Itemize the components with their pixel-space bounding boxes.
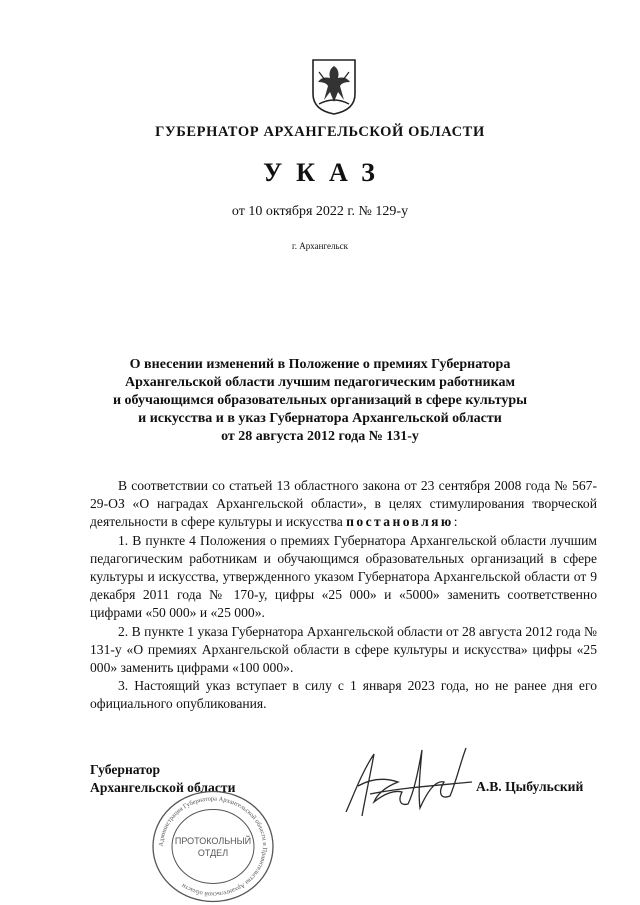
keyword-postanovlyayu: постановляю bbox=[346, 514, 454, 530]
decree-subject bbox=[90, 356, 550, 446]
preamble-end: : bbox=[453, 514, 458, 530]
signatory-name: А.В. Цыбульский bbox=[476, 779, 584, 794]
decree-body bbox=[90, 477, 597, 714]
preamble-paragraph bbox=[90, 477, 597, 532]
subject-line: О внесении изменений в Положение о премиях Губернатора bbox=[129, 357, 511, 372]
stamp-text-line: ПРОТОКОЛЬНЫЙ bbox=[174, 836, 252, 846]
coat-of-arms-icon bbox=[311, 58, 357, 116]
subject-line: Архангельской области лучшим педагогическим работникам bbox=[124, 375, 515, 390]
date-number: от 10 октября 2022 г. № 129-у bbox=[231, 204, 409, 219]
position-line: Губернатор bbox=[90, 762, 161, 777]
place: г. Архангельск bbox=[292, 241, 348, 251]
stamp-text-line: ОТДЕЛ bbox=[197, 848, 229, 858]
subject-line: и искусства и в указ Губернатора Архангельской области bbox=[138, 411, 502, 426]
handwritten-signature bbox=[340, 742, 480, 820]
decree-item: 2. В пункте 1 указа Губернатора Архангельской области от 28 августа 2012 года № 131-у «О премиях Архангельской области в сфере культуры и искусства» цифры «25 000» заменить цифрами «100 000». bbox=[90, 623, 597, 676]
official-stamp bbox=[150, 788, 276, 905]
decree-item: 3. Настоящий указ вступает в силу с 1 января 2023 года, но не ранее дня его официального опубликования. bbox=[90, 678, 597, 712]
svg-text:Администрация Губернатора Арха bbox=[158, 795, 268, 897]
preamble-text: В соответствии со статьей 13 областного закона от 23 сентября 2008 года № 567-29-ОЗ «О наградах Архангельской области», в целях стимулирования творческой деятельности в сфере культуры и искусства bbox=[90, 478, 597, 530]
decree-item: 1. В пункте 4 Положения о премиях Губернатора Архангельской области лучшим педагогическим работникам и обучающимся образовательных организаций в сфере культуры и искусства, утвержденного указом Губернатора Архангельской области от 9 декабря 2011 года № 170-у, цифры «25 000» и «5000» заменить соответственно цифрами «50 000» и «25 000». bbox=[90, 532, 597, 621]
stamp-ring-text: Администрация Губернатора Архангельской области и Правительства Архангельской области bbox=[157, 795, 269, 898]
subject-line: и обучающимся образовательных организаций в сфере культуры bbox=[112, 393, 528, 408]
issuer-heading: ГУБЕРНАТОР АРХАНГЕЛЬСКОЙ ОБЛАСТИ bbox=[155, 124, 485, 140]
position-line: Архангельской области bbox=[90, 780, 236, 795]
subject-line: от 28 августа 2012 года № 131-у bbox=[221, 429, 419, 444]
decree-title: УКАЗ bbox=[263, 158, 389, 187]
